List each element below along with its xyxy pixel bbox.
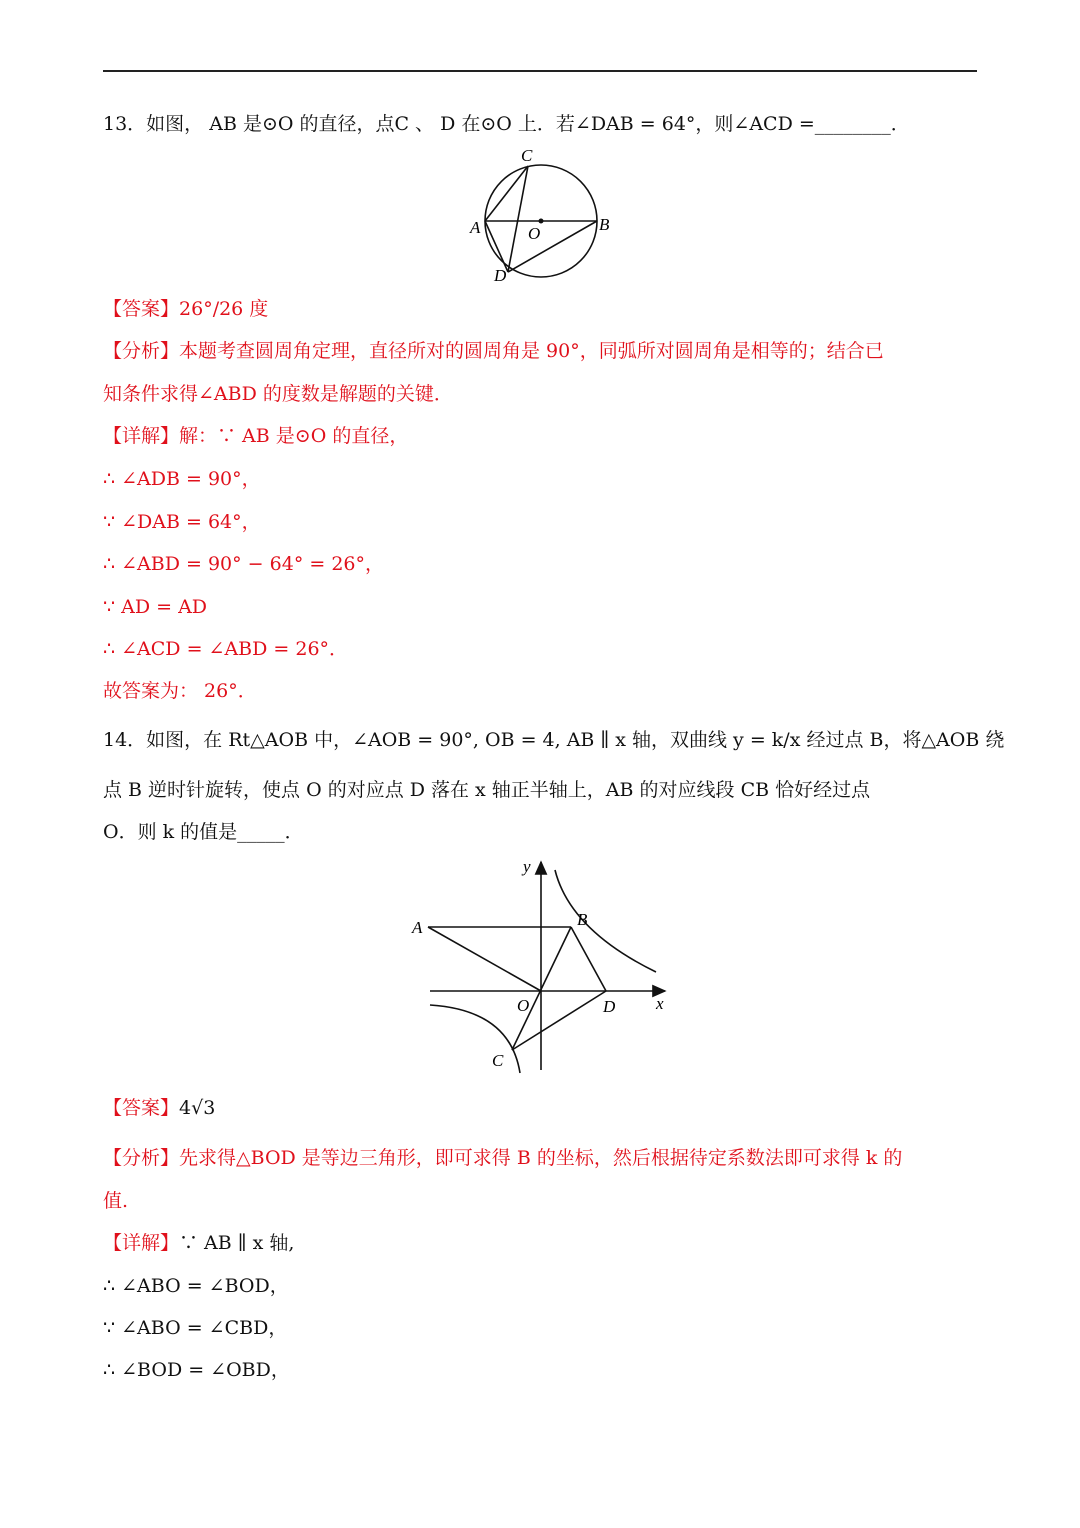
q14-line-1: 14．如图，在 Rt△AOB 中，∠AOB = 90°, OB = 4, AB ∥ x 轴，双曲线 y = k/x 经过点 B，将△AOB 绕	[103, 729, 1005, 751]
q14-step-3: ∴ ∠BOD = ∠OBD，	[103, 1359, 290, 1381]
label-o: O	[517, 996, 530, 1015]
q14-analysis-2: 值.	[103, 1190, 129, 1212]
q13-step-5: ∴ ∠ACD = ∠ABD = 26°．	[103, 638, 349, 660]
q13-circle-figure	[466, 142, 616, 287]
q14-detail	[103, 1230, 294, 1256]
detail-intro: 解：∵ AB 是⊙O 的直径，	[179, 425, 409, 447]
q13-detail	[103, 423, 408, 449]
hyperbola-branch-1	[555, 870, 656, 972]
analysis-label: 【分析】	[103, 1147, 180, 1169]
label-y: y	[523, 857, 531, 876]
q13-analysis-1	[103, 338, 884, 364]
detail-intro: ∵ AB ∥ x 轴,	[179, 1232, 295, 1254]
q14-line-3: O．则 k 的值是_____．	[103, 821, 304, 843]
label-o: O	[528, 224, 541, 243]
q14-step-2: ∵ ∠ABO = ∠CBD，	[103, 1317, 288, 1339]
q14-analysis-1	[103, 1145, 902, 1171]
answer-label: 【答案】	[103, 1097, 180, 1119]
label-c: C	[492, 1051, 504, 1070]
q14-graph-figure	[405, 850, 685, 1080]
q14-step-1: ∴ ∠ABO = ∠BOD，	[103, 1275, 289, 1297]
label-c: C	[521, 146, 533, 165]
q13-question: 13．如图， AB 是⊙O 的直径，点C 、 D 在⊙O 上．若∠DAB = 64°，则∠ACD =________．	[103, 113, 910, 135]
answer-value: 4√3	[179, 1097, 216, 1119]
q14-answer	[103, 1095, 215, 1121]
detail-label: 【详解】	[103, 1232, 180, 1254]
header-rule	[103, 70, 977, 72]
chord-db	[508, 221, 597, 272]
q13-answer	[103, 296, 268, 322]
detail-label: 【详解】	[103, 425, 180, 447]
center-dot	[539, 219, 544, 224]
chord-cd	[508, 166, 528, 272]
label-a: A	[412, 918, 423, 937]
q13-step-2: ∵ ∠DAB = 64°，	[103, 511, 261, 533]
label-d: D	[494, 266, 507, 285]
label-b: B	[599, 215, 610, 234]
label-x: x	[656, 994, 664, 1013]
label-b: B	[577, 910, 588, 929]
q13-step-1: ∴ ∠ADB = 90°，	[103, 468, 261, 490]
hyperbola-branch-2	[430, 1005, 520, 1073]
analysis-text: 先求得△BOD 是等边三角形，即可求得 B 的坐标，然后根据待定系数法即可求得 k 的	[179, 1147, 903, 1169]
q13-conclusion: 故答案为： 26°．	[103, 680, 257, 702]
q13-step-4: ∵ AD = AD	[103, 596, 208, 618]
q13-step-3: ∴ ∠ABD = 90° − 64° = 26°，	[103, 553, 384, 575]
answer-value: 26°/26 度	[179, 298, 269, 320]
label-d: D	[603, 997, 616, 1016]
q14-line-2: 点 B 逆时针旋转，使点 O 的对应点 D 落在 x 轴正半轴上，AB 的对应线段 CB 恰好经过点	[103, 779, 871, 801]
q13-analysis-2: 知条件求得∠ABD 的度数是解题的关键．	[103, 383, 453, 405]
analysis-text: 本题考查圆周角定理，直径所对的圆周角是 90°，同弧所对圆周角是相等的；结合已	[179, 340, 884, 362]
label-a: A	[470, 218, 481, 237]
answer-label: 【答案】	[103, 298, 180, 320]
chord-ad	[485, 221, 508, 272]
analysis-label: 【分析】	[103, 340, 180, 362]
segment-ao	[428, 927, 541, 991]
